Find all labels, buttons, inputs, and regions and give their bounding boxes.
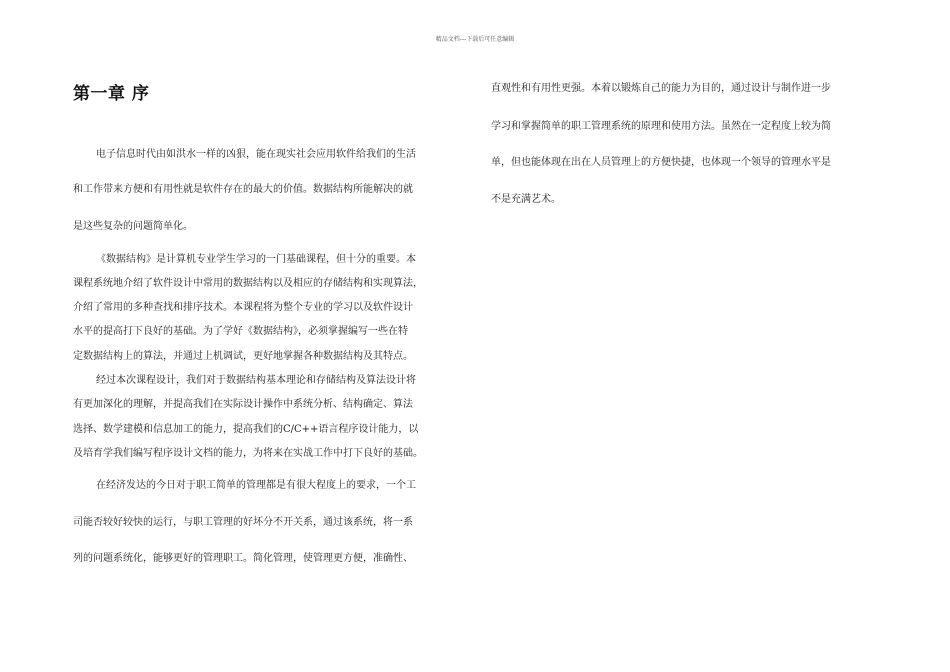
left-line-14: 司能否较好较快的运行，与职工管理的好坏分不开关系，通过该系统，将一系	[73, 517, 413, 528]
left-line-15: 列的问题系统化，能够更好的管理职工。简化管理，使管理更方便，准确性、	[73, 553, 413, 564]
page-header-note: 精品文档---下载后可任意编辑	[435, 36, 515, 43]
left-line-2: 和工作带来方便和有用性就是软件存在的最大的价值。数据结构所能解决的就	[73, 184, 413, 195]
chapter-title: 第一章 序	[73, 84, 150, 104]
left-line-8: 定数据结构上的算法，并通过上机调试，更好地掌握各种数据结构及其特点。	[73, 351, 413, 362]
right-line-3: 单，但也能体现在出在人员管理上的方便快捷，也体现一个领导的管理水平是	[491, 157, 831, 168]
right-line-1: 直观性和有用性更强。本着以锻炼自己的能力为目的，通过设计与制作进一步	[491, 83, 831, 94]
right-line-4: 不是充满艺术。	[491, 194, 561, 205]
left-line-3: 是这些复杂的问题简单化。	[73, 221, 193, 232]
left-line-11: 选择、数学建模和信息加工的能力，提高我们的C/C++语言程序设计能力，以	[73, 424, 419, 435]
left-line-12: 及培育学我们编写程序设计文档的能力，为将来在实战工作中打下良好的基础。	[73, 448, 423, 459]
left-line-13: 在经济发达的今日对于职工简单的管理都是有很大程度上的要求，一个工	[96, 480, 416, 491]
left-line-1: 电子信息时代由如洪水一样的凶狠，能在现实社会应用软件给我们的生活	[96, 149, 416, 160]
right-line-2: 学习和掌握简单的职工管理系统的原理和使用方法。虽然在一定程度上较为简	[491, 121, 831, 132]
left-line-6: 介绍了常用的多种查找和排序技术。本课程将为整个专业的学习以及软件设计	[73, 302, 413, 313]
left-line-10: 有更加深化的理解，并提高我们在实际设计操作中系统分析、结构确定、算法	[73, 399, 413, 410]
left-line-9: 经过本次课程设计，我们对于数据结构基本理论和存储结构及算法设计将	[96, 375, 416, 386]
left-line-7: 水平的提高打下良好的基础。为了学好《数据结构》，必须掌握编写一些在特	[73, 326, 408, 337]
left-line-4: 《数据结构》是计算机专业学生学习的一门基础课程，但十分的重要。本	[96, 254, 416, 265]
left-line-5: 课程系统地介绍了软件设计中常用的数据结构以及相应的存储结构和实现算法，	[73, 278, 423, 289]
